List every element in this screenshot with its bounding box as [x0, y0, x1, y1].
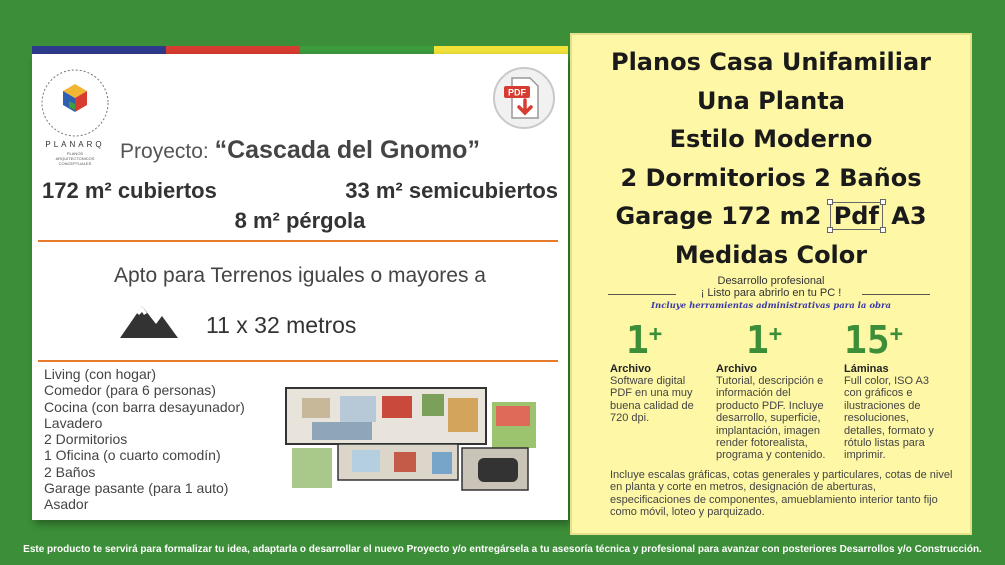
- floor-plan-image: [282, 382, 544, 500]
- counter-number: 1: [746, 318, 769, 362]
- title-a3: A3: [891, 202, 927, 230]
- divider: [608, 294, 676, 295]
- stripe-yellow: [434, 46, 568, 54]
- list-item: Garage pasante (para 1 auto): [44, 480, 229, 497]
- mountain-icon: [120, 302, 178, 338]
- counter-text: Software digital PDF en una muy buena calidad de 720 dpi.: [610, 375, 694, 425]
- stripe-blue: [32, 46, 166, 54]
- title-line: Una Planta: [697, 86, 845, 115]
- counter-plus: +: [648, 322, 663, 347]
- info-panel: [570, 33, 972, 535]
- planarq-cube-logo: [40, 68, 110, 138]
- list-item: 2 Dormitorios: [44, 431, 128, 448]
- product-title: [572, 43, 970, 274]
- title-line: Estilo Moderno: [669, 125, 873, 153]
- dev-line-2: ¡ Listo para abrirlo en tu PC !: [700, 287, 842, 299]
- area-pergola: 8 m² pérgola: [234, 208, 366, 233]
- title-line: [572, 197, 970, 236]
- counter-column: [716, 312, 832, 462]
- title-garage: Garage 172 m2: [615, 202, 822, 230]
- list-item: 1 Oficina (o cuarto comodín): [44, 447, 221, 464]
- project-prefix: Proyecto:: [120, 140, 209, 163]
- title-pdf: Pdf: [833, 202, 879, 230]
- dev-line-1: Desarrollo profesional: [717, 275, 825, 287]
- area-semicovered: 33 m² semicubiertos: [345, 178, 558, 203]
- counter-column: [844, 312, 940, 462]
- counter-text: Full color, ISO A3 con gráficos e ilustraciones de resoluciones, detalles, formato y rótulo listas para imprimir.: [844, 375, 934, 462]
- list-item: Cocina (con barra desayunador): [44, 398, 245, 415]
- project-card: [32, 54, 568, 520]
- list-item: Comedor (para 6 personas): [44, 382, 216, 399]
- stripe-green: [300, 46, 434, 54]
- project-name: “Cascada del Gnomo”: [214, 136, 480, 164]
- area-covered: 172 m² cubiertos: [42, 178, 217, 203]
- divider: [862, 294, 930, 295]
- list-item: Lavadero: [44, 414, 103, 431]
- counter-head: Láminas: [844, 363, 889, 375]
- counter-number: 1: [626, 318, 649, 362]
- color-stripe: [32, 46, 568, 54]
- list-item: Living (con hogar): [44, 366, 157, 382]
- rooms-list: [44, 366, 245, 513]
- logo-name: PLANARQ: [45, 140, 105, 149]
- pdf-selection-box: [830, 202, 883, 230]
- list-item: 2 Baños: [44, 463, 96, 480]
- includes-description: Incluye escalas gráficas, cotas generales y particulares, cotas de nivel en planta y corte en metros, designación de aberturas, especificaciones de componentes, amueblamiento interior tanto fijo como móvil, loteo y parquizado.: [610, 469, 953, 519]
- pdf-download-icon: [492, 66, 556, 130]
- includes-tools: Incluye herramientas administrativas para la obra: [651, 301, 891, 311]
- title-line: 2 Dormitorios 2 Baños: [620, 163, 922, 192]
- divider: [38, 240, 558, 242]
- counter-plus: +: [889, 322, 904, 347]
- title-line: Medidas Color: [674, 240, 868, 269]
- counter-head: Archivo: [610, 363, 651, 375]
- terrain-text: Apto para Terrenos iguales o mayores a: [114, 264, 486, 287]
- pdf-badge-label: PDF: [508, 87, 526, 98]
- footer-text: Este producto te servirá para formalizar tu idea, adaptarla o desarrollar el nuevo Proyecto y/o entregársela a tu asesoría técnica y profesional para avanzar con posteriores Desarrollos y/o Construcción.: [23, 544, 982, 555]
- counter-number: 15: [844, 318, 890, 362]
- counter-column: [610, 312, 700, 425]
- stripe-red: [166, 46, 300, 54]
- terrain-size: 11 x 32 metros: [206, 312, 357, 338]
- areas-row: [42, 178, 558, 204]
- project-title: [32, 136, 568, 165]
- logo-subtitle: PLANOS ARQUITECTONICOS CONCEPTUALES: [55, 151, 95, 166]
- counter-text: Tutorial, descripción e información del producto PDF. Incluye desarrollo, superficie, implantación, imagen render fotorealista, programa y contenido.: [716, 375, 826, 462]
- counter-head: Archivo: [716, 363, 757, 375]
- title-line: Planos Casa Unifamiliar: [610, 48, 932, 76]
- list-item: Asador: [44, 496, 89, 513]
- counter-plus: +: [768, 322, 783, 347]
- dev-info: [572, 275, 970, 299]
- divider: [38, 360, 558, 362]
